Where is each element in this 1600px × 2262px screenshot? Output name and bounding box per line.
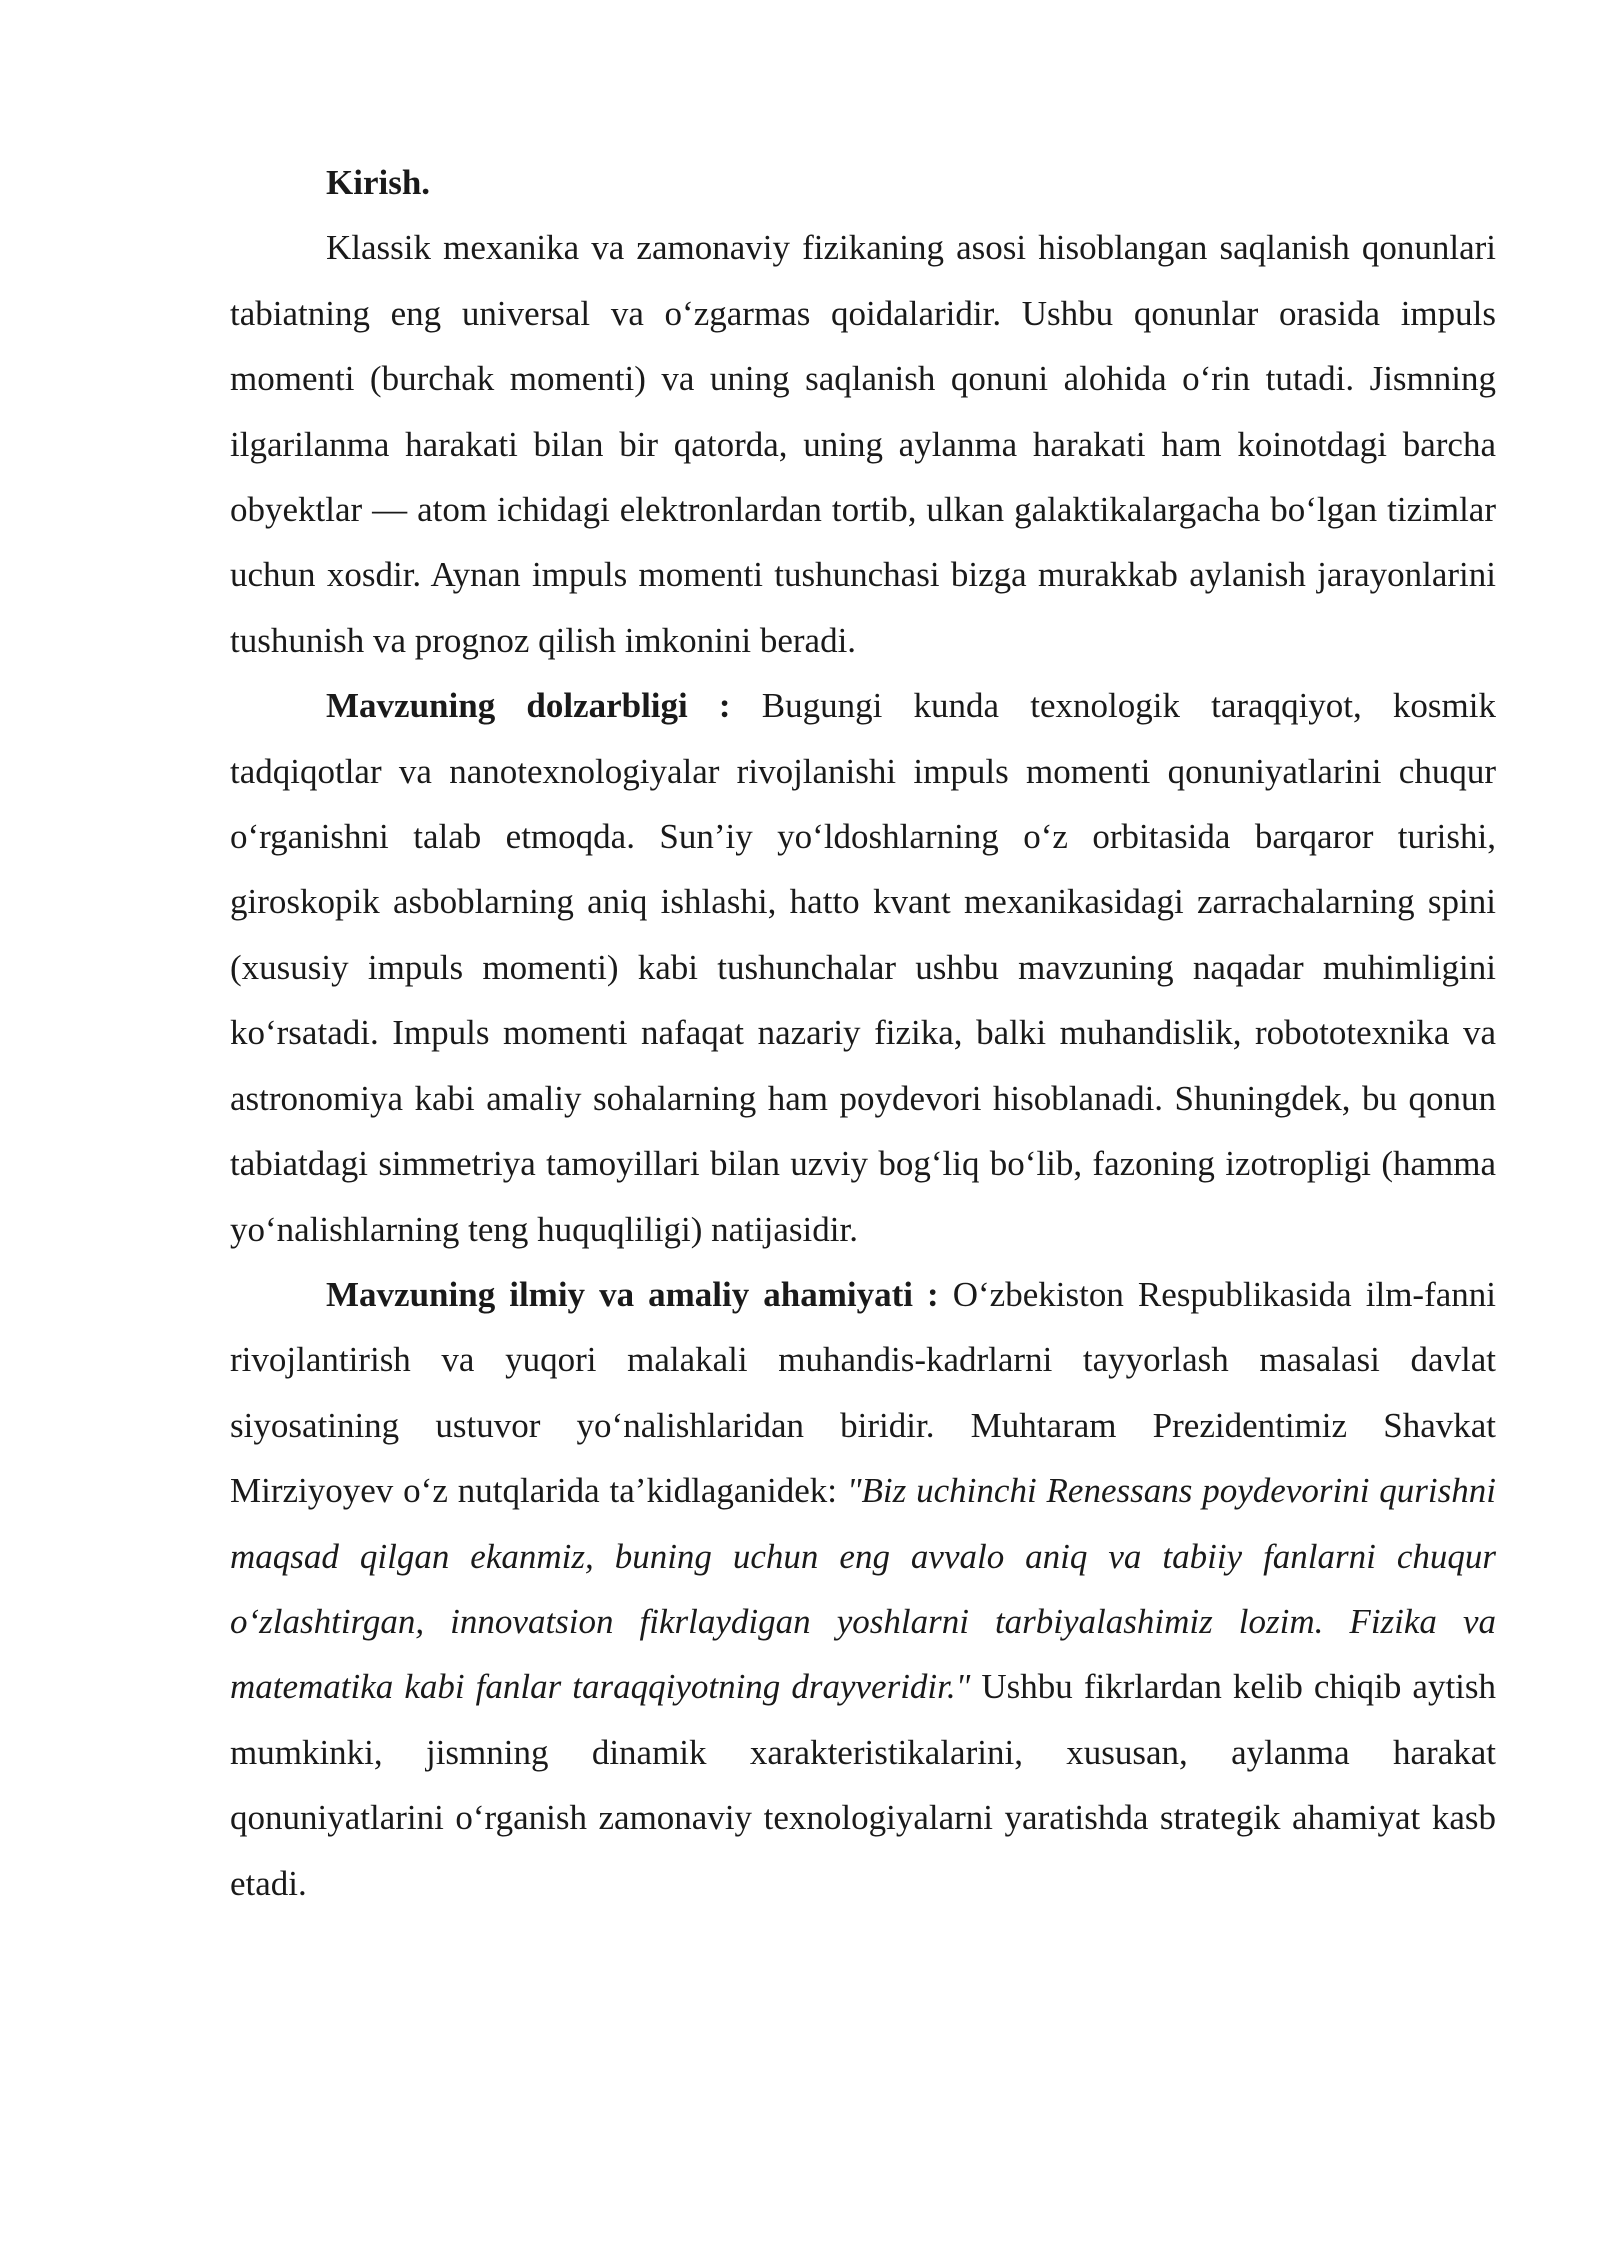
relevance-text: Bugungi kunda texnologik taraqqiyot, kosmik tadqiqotlar va nanotexnologiyalar rivojlanishi impuls momenti qonuniyatlarini chuqur o‘rganishni talab etmoqda. Sun’iy yo‘ldoshlarning o‘z orbitasida barqaror turishi, giroskopik asboblarning aniq ishlashi, hatto kvant mexanikasidagi zarrachalarning spini (xususiy impuls momenti) kabi tushunchalar ushbu mavzuning naqadar muhimligini ko‘rsatadi. Impuls momenti nafaqat nazariy fizika, balki muhandislik, robototexnika va astronomiya kabi amaliy sohalarning ham poydevori hisoblanadi. Shuningdek, bu qonun tabiatdagi simmetriya tamoyillari bilan uzviy bog‘liq bo‘lib, fazoning izotropligi (hamma yo‘nalishlarning teng huquqliligi) natijasidir.	[230, 686, 1497, 1249]
significance-label: Mavzuning ilmiy va amaliy ahamiyati :	[326, 1274, 939, 1314]
significance-text-after: Ushbu fikrlardan kelib chiqib aytish mumkinki, jismning dinamik xarakteristikalarini, xususan, aylanma harakat qonuniyatlarini o‘rganish zamonaviy texnologiyalarni yaratishda strategik ahamiyat kasb etadi.	[230, 1667, 1497, 1903]
significance-paragraph	[230, 1262, 1496, 1916]
relevance-label: Mavzuning dolzarbligi :	[326, 686, 731, 726]
document-page	[230, 150, 1496, 1916]
president-quote: "Biz uchinchi Renessans poydevorini qurishni maqsad qilgan ekanmiz, buning uchun eng avvalo aniq va tabiiy fanlarni chuqur o‘zlashtirgan, innovatsion fikrlaydigan yoshlarni tarbiyalashimiz lozim. Fizika va matematika kabi fanlar taraqqiyotning drayveridir."	[230, 1471, 1496, 1707]
section-heading: Kirish.	[326, 163, 431, 202]
significance-text-before: O‘zbekiston Respublikasida ilm-fanni rivojlantirish va yuqori malakali muhandis-kadrlarni tayyorlash masalasi davlat siyosatining ustuvor yo‘nalishlaridan biridir. Muhtaram Prezidentimiz Shavkat Mirziyoyev o‘z nutqlarida ta’kidlaganidek:	[230, 1274, 1497, 1511]
relevance-paragraph	[230, 673, 1496, 1262]
intro-paragraph: Klassik mexanika va zamonaviy fizikaning asosi hisoblangan saqlanish qonunlari tabiatning eng universal va o‘zgarmas qoidalaridir. Ushbu qonunlar orasida impuls momenti (burchak momenti) va uning saqlanish qonuni alohida o‘rin tutadi. Jismning ilgarilanma harakati bilan bir qatorda, uning aylanma harakati ham koinotdagi barcha obyektlar — atom ichidagi elektronlardan tortib, ulkan galaktikalargacha bo‘lgan tizimlar uchun xosdir. Aynan impuls momenti tushunchasi bizga murakkab aylanish jarayonlarini tushunish va prognoz qilish imkonini beradi.	[230, 228, 1496, 660]
